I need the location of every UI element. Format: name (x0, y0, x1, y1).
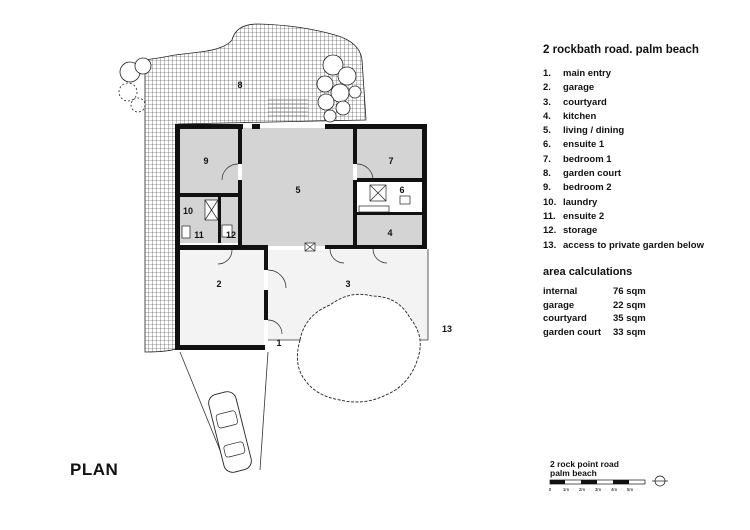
scale-caption: 2 rock point road palm beach (550, 459, 619, 478)
room-label-5: 5 (295, 185, 301, 195)
plan-label: PLAN (70, 460, 119, 479)
area-calculations-title: area calculations (543, 266, 633, 278)
legend-item: 11. ensuite 2 (543, 210, 605, 222)
room-label-3: 3 (345, 279, 351, 289)
area-calculations-table (543, 285, 646, 339)
room-label-8: 8 (237, 80, 243, 90)
legend-item: 3. courtyard (543, 96, 607, 108)
legend-item: 10. laundry (543, 196, 598, 208)
scale-tick-1: 1m (562, 487, 570, 492)
car (207, 390, 254, 474)
legend-item: 5. living / dining (543, 125, 625, 137)
table-row: garage 22 sqm (543, 299, 646, 311)
scale-tick-2: 2m (578, 487, 586, 492)
project-title: 2 rockbath road. palm beach (543, 44, 699, 56)
legend-item: 7. bedroom 1 (543, 153, 612, 165)
legend-item: 12. storage (543, 225, 598, 237)
table-row: garden court 33 sqm (543, 326, 646, 338)
room-label-12: 12 (225, 230, 237, 240)
scale-tick-5: 5m (626, 487, 634, 492)
legend-item: 1. main entry (543, 68, 612, 79)
table-row: internal 76 sqm (543, 286, 646, 297)
room-label-2: 2 (216, 279, 222, 289)
scale-bar (549, 476, 668, 492)
room-legend (543, 67, 704, 253)
legend-item: 4. kitchen (543, 110, 597, 122)
room-label-4: 4 (387, 228, 393, 238)
legend-item: 8. garden court (543, 168, 622, 180)
legend-item: 6. ensuite 1 (543, 139, 605, 151)
room-label-11: 11 (194, 230, 204, 240)
legend-item: 13. access to private garden below (543, 239, 704, 251)
scale-tick-0: 0 (548, 487, 552, 492)
table-row: courtyard 35 sqm (543, 313, 646, 324)
room-label-13: 13 (441, 324, 453, 334)
legend-item: 2. garage (543, 82, 595, 94)
room-label-9: 9 (203, 156, 209, 166)
room-label-6: 6 (399, 185, 405, 195)
room-label-10: 10 (182, 206, 194, 216)
legend-item: 9. bedroom 2 (543, 182, 612, 194)
room-label-1: 1 (276, 338, 282, 348)
scale-tick-4: 4m (610, 487, 618, 492)
scale-tick-3: 3m (594, 487, 602, 492)
room-label-7: 7 (388, 156, 394, 166)
